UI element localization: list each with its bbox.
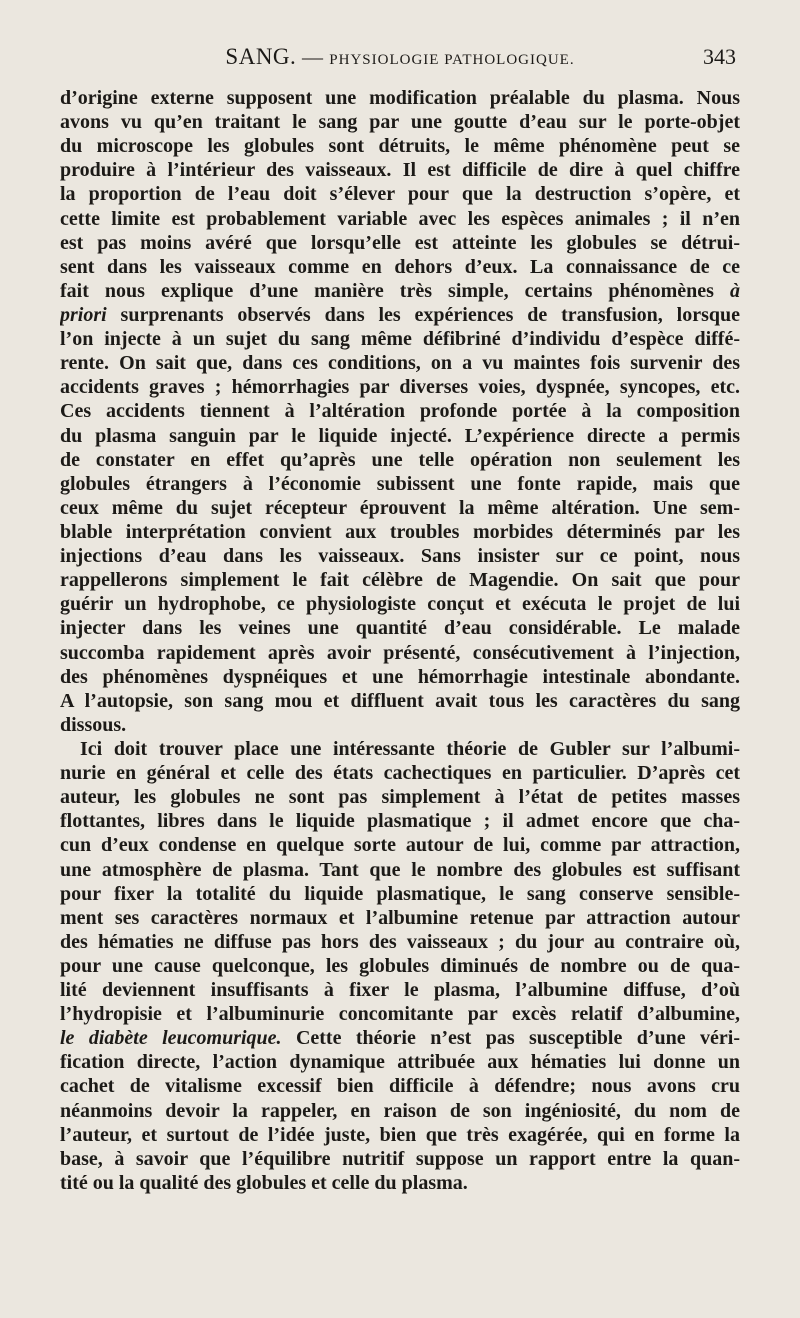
text-line: ceux même du sujet récepteur éprouvent la même altération. Une sem- [60, 496, 740, 519]
running-title-main: SANG. [225, 44, 297, 69]
text-line: injections d’eau dans les vaisseaux. Sans insister sur ce point, nous [60, 545, 740, 568]
text-line: cette limite est probablement variable avec les espèces animales ; il n’en [60, 207, 740, 230]
text-line: Ici doit trouver place une intéressante théorie de Gubler sur l’albumi- [80, 737, 740, 760]
text-line: Ces accidents tiennent à l’altération profonde portée à la composition [60, 400, 740, 423]
text-line: dissous. [60, 713, 127, 736]
text-line: l’hydropisie et l’albuminurie concomitante par excès relatif d’albumine, [60, 1003, 740, 1026]
text-line: rappellerons simplement le fait célèbre de Magendie. On sait que pour [60, 569, 740, 592]
text-line [60, 303, 740, 327]
running-header [60, 44, 740, 76]
text-line: l’on injecte à un sujet du sang même défibriné d’individu d’espèce diffé- [60, 328, 740, 351]
text-line: de constater en effet qu’après une telle opération non seulement les [60, 448, 740, 471]
running-title [60, 44, 740, 70]
text-line: tité ou la qualité des globules et celle du plasma. [60, 1171, 468, 1194]
italic-text-segment: le diabète leucomurique. [60, 1027, 282, 1050]
text-line: ment ses caractères normaux et l’albumine retenue par attraction autour [60, 906, 740, 929]
text-line: produire à l’intérieur des vaisseaux. Il est difficile de dire à quel chiffre [60, 159, 740, 182]
text-line [60, 279, 740, 303]
text-line: succomba rapidement après avoir présenté, consécutivement à l’injection, [60, 641, 740, 664]
text-line: pour une cause quelconque, les globules diminués de nombre ou de qua- [60, 954, 740, 977]
text-segment: fait nous explique d’une manière très simple, certains phénomènes [60, 279, 730, 302]
text-line: du plasma sanguin par le liquide injecté. L’expérience directe a permis [60, 424, 740, 447]
text-line: base, à savoir que l’équilibre nutritif suppose un rapport entre la quan- [60, 1147, 740, 1170]
text-line: avons vu qu’en traitant le sang par une goutte d’eau sur le porte-objet [60, 111, 740, 134]
text-line: une atmosphère de plasma. Tant que le nombre des globules est suffisant [60, 858, 740, 881]
text-line: cun d’eux condense en quelque sorte autour de lui, comme par attraction, [60, 834, 740, 857]
text-line: nurie en général et celle des états cachectiques en particulier. D’après cet [60, 762, 740, 785]
page-number: 343 [703, 44, 736, 69]
text-line: fication directe, l’action dynamique attribuée aux hématies lui donne un [60, 1051, 740, 1074]
page-body-text [60, 86, 740, 1195]
text-line: la proportion de l’eau doit s’élever pour que la destruction s’opère, et [60, 183, 740, 206]
italic-text-segment: à [730, 279, 740, 302]
text-line: globules étrangers à l’économie subissent une fonte rapide, mais que [60, 472, 740, 495]
text-line: flottantes, libres dans le liquide plasmatique ; il admet encore que cha- [60, 810, 740, 833]
text-line: blable interprétation convient aux troubles morbides déterminés par les [60, 520, 740, 543]
text-line: pour fixer la totalité du liquide plasmatique, le sang conserve sensible- [60, 882, 740, 905]
text-segment: Cette théorie n’est pas susceptible d’une véri- [281, 1027, 740, 1050]
text-line: du microscope les globules sont détruits, le même phénomène peut se [60, 135, 740, 158]
text-line: l’auteur, et surtout de l’idée juste, bien que très exagérée, qui en forme la [60, 1123, 740, 1146]
text-line: A l’autopsie, son sang mou et diffluent avait tous les caractères du sang [60, 689, 740, 712]
text-line: des phénomènes dyspnéiques et une hémorrhagie intestinale abondante. [60, 665, 740, 688]
text-line: auteur, les globules ne sont pas simplement à l’état de petites masses [60, 786, 740, 809]
text-line: est pas moins avéré que lorsqu’elle est atteinte les globules se détrui- [60, 231, 740, 254]
text-line: des hématies ne diffuse pas hors des vaisseaux ; du jour au contraire où, [60, 930, 740, 953]
running-title-separator: — [302, 45, 324, 69]
text-line: accidents graves ; hémorrhagies par diverses voies, dyspnée, syncopes, etc. [60, 376, 740, 399]
italic-text-segment: priori [60, 303, 107, 326]
text-line: sent dans les vaisseaux comme en dehors d’eux. La connaissance de ce [60, 255, 740, 278]
text-line [60, 1026, 740, 1050]
text-segment: surprenants observés dans les expériences de transfusion, lorsque [106, 303, 740, 326]
text-line: cachet de vitalisme excessif bien difficile à défendre; nous avons cru [60, 1075, 740, 1098]
text-line: d’origine externe supposent une modification préalable du plasma. Nous [60, 87, 740, 109]
text-line: néanmoins devoir la rappeler, en raison de son ingéniosité, du nom de [60, 1099, 740, 1122]
running-title-sub: PHYSIOLOGIE PATHOLOGIQUE. [329, 52, 575, 68]
text-line: rente. On sait que, dans ces conditions, on a vu maintes fois survenir des [60, 352, 740, 375]
text-line: guérir un hydrophobe, ce physiologiste conçut et exécuta le projet de lui [60, 593, 740, 616]
text-line: lité deviennent insuffisants à fixer le plasma, l’albumine diffuse, d’où [60, 979, 740, 1002]
text-line: injecter dans les veines une quantité d’eau considérable. Le malade [60, 617, 740, 640]
